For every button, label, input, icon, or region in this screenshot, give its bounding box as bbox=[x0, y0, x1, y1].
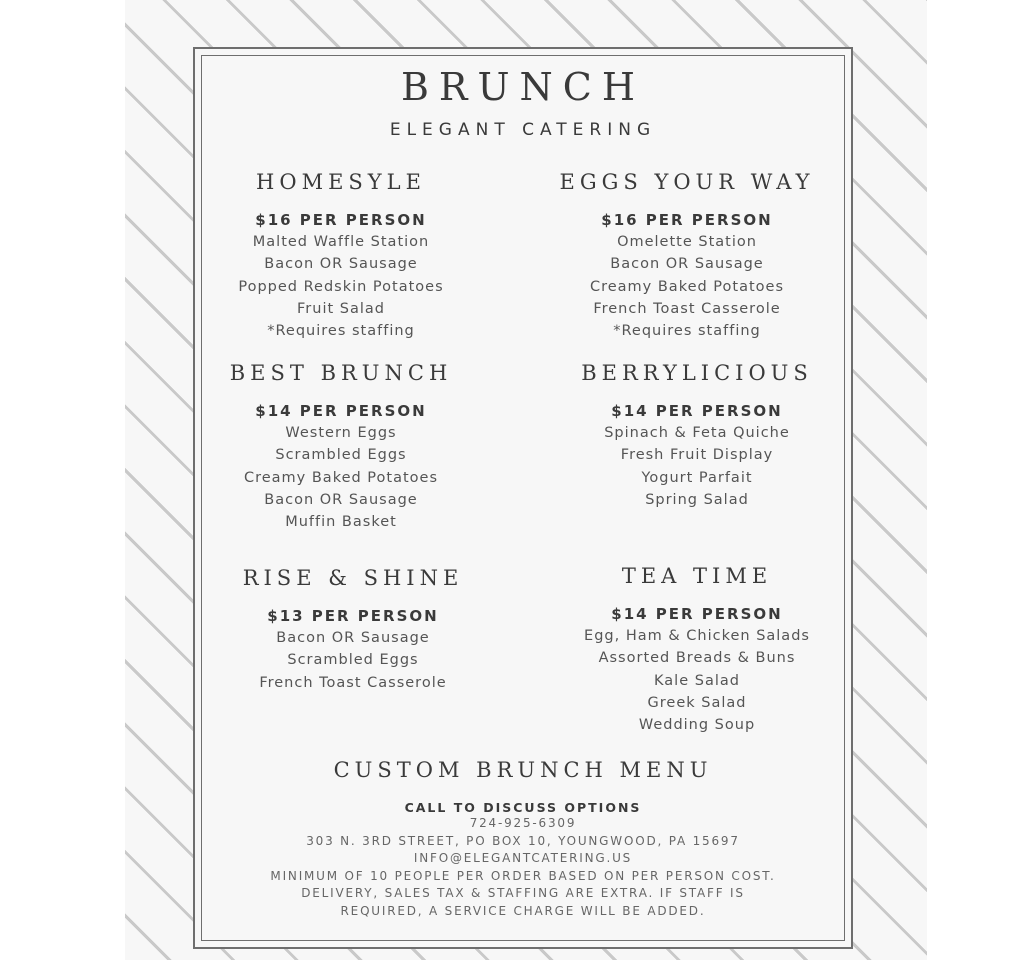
menu-title: BEST BRUNCH bbox=[229, 361, 453, 385]
menu-item: Wedding Soup bbox=[638, 717, 756, 734]
menu-block-tea-time bbox=[547, 564, 847, 736]
menu-item: Bacon OR Sausage bbox=[264, 256, 418, 273]
menu-price: $13 PER PERSON bbox=[267, 607, 439, 625]
page-subtitle: ELEGANT CATERING bbox=[389, 120, 657, 140]
menu-item: Fresh Fruit Display bbox=[620, 447, 774, 464]
menu-item: Greek Salad bbox=[647, 694, 747, 711]
menu-item: Omelette Station bbox=[617, 234, 757, 250]
menu-block-best-brunch bbox=[191, 361, 491, 533]
menu-items bbox=[203, 627, 503, 694]
menu-price: $16 PER PERSON bbox=[601, 211, 773, 229]
menu-item: French Toast Casserole bbox=[259, 674, 447, 691]
menu-item: Kale Salad bbox=[654, 672, 740, 689]
menu-item: Bacon OR Sausage bbox=[276, 630, 430, 646]
terms-line: DELIVERY, SALES TAX & STAFFING ARE EXTRA. IF STAFF IS bbox=[301, 886, 745, 900]
menu-items bbox=[537, 231, 837, 342]
menu-price: $16 PER PERSON bbox=[255, 211, 427, 229]
menu-block-homesyle bbox=[191, 170, 491, 342]
page-title: BRUNCH bbox=[400, 65, 646, 109]
menu-item: Muffin Basket bbox=[285, 514, 397, 531]
menu-title: RISE & SHINE bbox=[242, 566, 464, 590]
menu-items bbox=[547, 422, 847, 511]
menu-item: Malted Waffle Station bbox=[252, 234, 430, 250]
menu-item: Fruit Salad bbox=[297, 300, 385, 317]
menu-items bbox=[191, 231, 491, 342]
menu-items bbox=[547, 625, 847, 736]
menu-price: $14 PER PERSON bbox=[611, 402, 783, 420]
menu-item: Scrambled Eggs bbox=[287, 652, 419, 669]
menu-item: *Requires staffing bbox=[267, 323, 415, 340]
phone-number: 724-925-6309 bbox=[469, 816, 577, 830]
address: 303 N. 3RD STREET, PO BOX 10, YOUNGWOOD, PA 15697 bbox=[306, 833, 740, 848]
call-to-action: CALL TO DISCUSS OPTIONS bbox=[404, 800, 642, 815]
menu-item: Creamy Baked Potatoes bbox=[589, 278, 785, 295]
menu-price: $14 PER PERSON bbox=[255, 402, 427, 420]
email-address: INFO@ELEGANTCATERING.US bbox=[413, 851, 633, 865]
terms-line: MINIMUM OF 10 PEOPLE PER ORDER BASED ON PER PERSON COST. bbox=[270, 868, 776, 883]
menu-item: Bacon OR Sausage bbox=[264, 491, 418, 508]
menu-block-rise-and-shine bbox=[203, 566, 503, 694]
menu-items bbox=[191, 422, 491, 533]
menu-block-berrylicious bbox=[547, 361, 847, 511]
custom-menu-section bbox=[193, 758, 853, 920]
menu-item: Spring Salad bbox=[645, 491, 749, 508]
menu-title: EGGS YOUR WAY bbox=[559, 170, 815, 194]
menu-item: Spinach & Feta Quiche bbox=[604, 425, 790, 441]
custom-menu-title: CUSTOM BRUNCH MENU bbox=[333, 758, 713, 782]
menu-item: *Requires staffing bbox=[613, 323, 761, 340]
menu-item: Yogurt Parfait bbox=[641, 469, 753, 486]
menu-item: Scrambled Eggs bbox=[275, 447, 407, 464]
menu-price: $14 PER PERSON bbox=[611, 605, 783, 623]
menu-item: Egg, Ham & Chicken Salads bbox=[584, 628, 810, 644]
menu-item: Assorted Breads & Buns bbox=[598, 650, 796, 667]
menu-item: Popped Redskin Potatoes bbox=[238, 278, 444, 295]
menu-title: HOMESYLE bbox=[256, 170, 426, 194]
menu-title: BERRYLICIOUS bbox=[581, 361, 813, 385]
menu-title: TEA TIME bbox=[621, 564, 773, 588]
menu-block-eggs-your-way bbox=[537, 170, 837, 342]
menu-item: Bacon OR Sausage bbox=[610, 256, 764, 273]
menu-item: Creamy Baked Potatoes bbox=[243, 469, 439, 486]
menu-item: Western Eggs bbox=[285, 425, 397, 441]
menu-item: French Toast Casserole bbox=[593, 300, 781, 317]
terms-line: REQUIRED, A SERVICE CHARGE WILL BE ADDED. bbox=[340, 903, 706, 918]
